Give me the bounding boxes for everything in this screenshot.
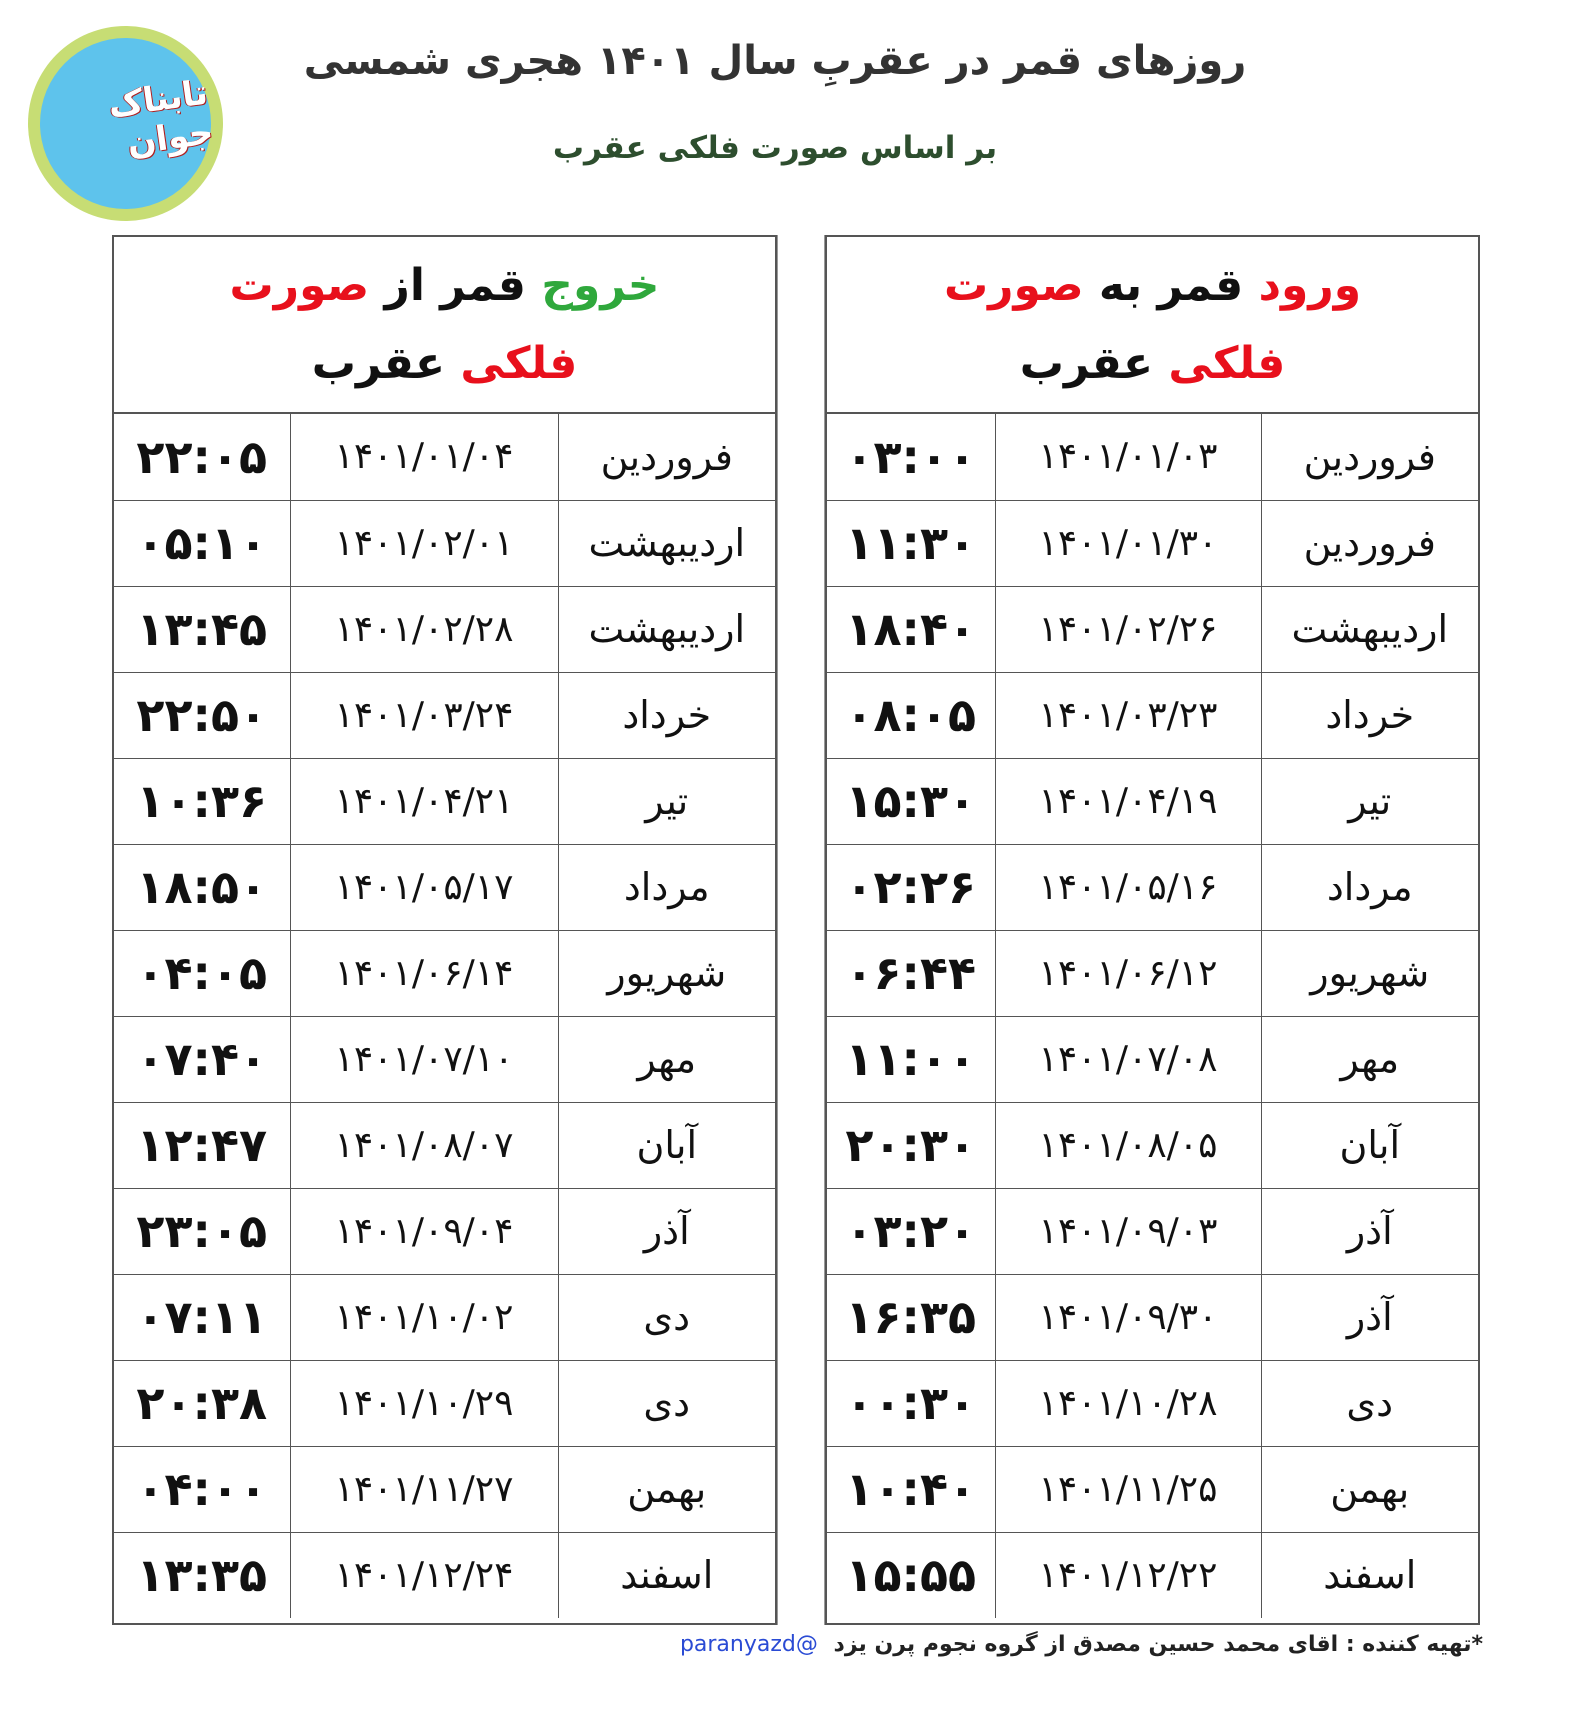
time-cell: ۰۰:۳۰	[827, 1360, 995, 1446]
date-cell: ۱۴۰۱/۱۱/۲۵	[995, 1446, 1261, 1532]
date-cell: ۱۴۰۱/۰۹/۰۴	[290, 1188, 558, 1274]
month-cell: اسفند	[558, 1532, 775, 1618]
table-row	[827, 1102, 1478, 1188]
time-cell: ۱۵:۳۰	[827, 758, 995, 844]
time-cell: ۰۸:۰۵	[827, 672, 995, 758]
month-cell: خرداد	[558, 672, 775, 758]
table-row	[114, 758, 775, 844]
date-cell: ۱۴۰۱/۰۴/۲۱	[290, 758, 558, 844]
logo	[28, 26, 223, 221]
date-cell: ۱۴۰۱/۱۲/۲۲	[995, 1532, 1261, 1618]
month-cell: شهریور	[1261, 930, 1478, 1016]
table-row	[827, 586, 1478, 672]
month-cell: مهر	[558, 1016, 775, 1102]
date-cell: ۱۴۰۱/۰۵/۱۷	[290, 844, 558, 930]
date-cell: ۱۴۰۱/۰۶/۱۴	[290, 930, 558, 1016]
table-row	[114, 1360, 775, 1446]
month-cell: دی	[1261, 1360, 1478, 1446]
table-row	[827, 500, 1478, 586]
time-cell: ۱۶:۳۵	[827, 1274, 995, 1360]
time-cell: ۰۶:۴۴	[827, 930, 995, 1016]
time-cell: ۰۷:۱۱	[114, 1274, 290, 1360]
date-cell: ۱۴۰۱/۰۶/۱۲	[995, 930, 1261, 1016]
month-cell: مهر	[1261, 1016, 1478, 1102]
date-cell: ۱۴۰۱/۰۱/۰۴	[290, 414, 558, 500]
month-cell: بهمن	[558, 1446, 775, 1532]
entry-table-header	[827, 237, 1478, 414]
date-cell: ۱۴۰۱/۰۸/۰۵	[995, 1102, 1261, 1188]
time-cell: ۱۳:۳۵	[114, 1532, 290, 1618]
date-cell: ۱۴۰۱/۰۳/۲۳	[995, 672, 1261, 758]
date-cell: ۱۴۰۱/۰۹/۰۳	[995, 1188, 1261, 1274]
entry-header-line-2	[827, 334, 1478, 394]
month-cell: اردیبهشت	[558, 500, 775, 586]
table-row	[114, 844, 775, 930]
entry-header-word-moon-to: قمر به	[1098, 259, 1244, 311]
date-cell: ۱۴۰۱/۰۷/۰۸	[995, 1016, 1261, 1102]
footer-handle: @paranyazd	[679, 1632, 818, 1657]
date-cell: ۱۴۰۱/۱۰/۲۹	[290, 1360, 558, 1446]
footer-text: *تهیه کننده : اقای محمد حسین مصدق از گروه نجوم پرن یزد	[833, 1632, 1483, 1657]
time-cell: ۲۳:۰۵	[114, 1188, 290, 1274]
month-cell: آذر	[1261, 1188, 1478, 1274]
table-row	[114, 1446, 775, 1532]
table-row	[114, 414, 775, 500]
month-cell: دی	[558, 1360, 775, 1446]
time-cell: ۱۱:۳۰	[827, 500, 995, 586]
date-cell: ۱۴۰۱/۰۴/۱۹	[995, 758, 1261, 844]
table-row	[827, 1532, 1478, 1618]
table-row	[827, 672, 1478, 758]
date-cell: ۱۴۰۱/۱۰/۲۸	[995, 1360, 1261, 1446]
table-row	[114, 1274, 775, 1360]
month-cell: اردیبهشت	[1261, 586, 1478, 672]
time-cell: ۱۰:۳۶	[114, 758, 290, 844]
month-cell: دی	[558, 1274, 775, 1360]
page-title: روزهای قمر در عقربِ سال ۱۴۰۱ هجری شمسی	[303, 38, 1247, 84]
time-cell: ۱۰:۴۰	[827, 1446, 995, 1532]
month-cell: آبان	[558, 1102, 775, 1188]
logo-badge	[40, 38, 216, 209]
month-cell: خرداد	[1261, 672, 1478, 758]
time-cell: ۲۲:۵۰	[114, 672, 290, 758]
entry-table	[827, 414, 1478, 1618]
month-cell: آبان	[1261, 1102, 1478, 1188]
month-cell: مرداد	[558, 844, 775, 930]
month-cell: شهریور	[558, 930, 775, 1016]
exit-header-word-scorpio: عقرب	[311, 337, 446, 389]
entry-header-word-entry: ورود	[1258, 259, 1362, 311]
time-cell: ۱۳:۴۵	[114, 586, 290, 672]
time-cell: ۱۲:۴۷	[114, 1102, 290, 1188]
table-row	[114, 1188, 775, 1274]
month-cell: اردیبهشت	[558, 586, 775, 672]
time-cell: ۱۸:۴۰	[827, 586, 995, 672]
time-cell: ۱۵:۵۵	[827, 1532, 995, 1618]
month-cell: فروردین	[1261, 414, 1478, 500]
exit-table-panel	[112, 235, 777, 1625]
time-cell: ۱۱:۰۰	[827, 1016, 995, 1102]
entry-header-word-scorpio: عقرب	[1019, 337, 1154, 389]
exit-header-word-constellation: صورت	[229, 259, 370, 311]
table-row	[827, 1188, 1478, 1274]
exit-table	[114, 414, 775, 1618]
table-row	[114, 1102, 775, 1188]
logo-text: تابناک جوان	[105, 71, 216, 164]
time-cell: ۰۴:۰۰	[114, 1446, 290, 1532]
date-cell: ۱۴۰۱/۰۳/۲۴	[290, 672, 558, 758]
exit-header-word-celestial: فلکی	[460, 337, 578, 389]
month-cell: فروردین	[558, 414, 775, 500]
entry-header-line-1	[827, 256, 1478, 316]
date-cell: ۱۴۰۱/۱۰/۰۲	[290, 1274, 558, 1360]
date-cell: ۱۴۰۱/۰۹/۳۰	[995, 1274, 1261, 1360]
time-cell: ۲۲:۰۵	[114, 414, 290, 500]
time-cell: ۰۴:۰۵	[114, 930, 290, 1016]
exit-table-header	[114, 237, 775, 414]
time-cell: ۱۸:۵۰	[114, 844, 290, 930]
table-row	[827, 758, 1478, 844]
date-cell: ۱۴۰۱/۰۱/۰۳	[995, 414, 1261, 500]
table-row	[114, 1532, 775, 1618]
month-cell: مرداد	[1261, 844, 1478, 930]
time-cell: ۰۵:۱۰	[114, 500, 290, 586]
time-cell: ۲۰:۳۸	[114, 1360, 290, 1446]
time-cell: ۲۰:۳۰	[827, 1102, 995, 1188]
table-row	[827, 1446, 1478, 1532]
entry-header-word-constellation: صورت	[943, 259, 1084, 311]
date-cell: ۱۴۰۱/۰۷/۱۰	[290, 1016, 558, 1102]
table-row	[827, 1274, 1478, 1360]
date-cell: ۱۴۰۱/۰۲/۲۶	[995, 586, 1261, 672]
month-cell: اسفند	[1261, 1532, 1478, 1618]
time-cell: ۰۷:۴۰	[114, 1016, 290, 1102]
time-cell: ۰۲:۲۶	[827, 844, 995, 930]
month-cell: آذر	[1261, 1274, 1478, 1360]
date-cell: ۱۴۰۱/۰۲/۰۱	[290, 500, 558, 586]
exit-header-line-1	[114, 256, 775, 316]
date-cell: ۱۴۰۱/۰۱/۳۰	[995, 500, 1261, 586]
table-row	[114, 586, 775, 672]
table-row	[114, 500, 775, 586]
month-cell: بهمن	[1261, 1446, 1478, 1532]
exit-header-line-2	[114, 334, 775, 394]
exit-header-word-moon-from: قمر از	[384, 259, 526, 311]
entry-header-word-celestial: فلکی	[1168, 337, 1286, 389]
month-cell: تیر	[1261, 758, 1478, 844]
table-row	[827, 414, 1478, 500]
month-cell: تیر	[558, 758, 775, 844]
time-cell: ۰۳:۲۰	[827, 1188, 995, 1274]
date-cell: ۱۴۰۱/۱۱/۲۷	[290, 1446, 558, 1532]
date-cell: ۱۴۰۱/۰۸/۰۷	[290, 1102, 558, 1188]
table-row	[827, 844, 1478, 930]
exit-header-word-exit: خروج	[541, 259, 660, 311]
table-row	[114, 1016, 775, 1102]
table-row	[114, 930, 775, 1016]
date-cell: ۱۴۰۱/۰۵/۱۶	[995, 844, 1261, 930]
table-row	[827, 930, 1478, 1016]
entry-table-panel	[825, 235, 1480, 1625]
date-cell: ۱۴۰۱/۰۲/۲۸	[290, 586, 558, 672]
month-cell: آذر	[558, 1188, 775, 1274]
time-cell: ۰۳:۰۰	[827, 414, 995, 500]
page-subtitle: بر اساس صورت فلکی عقرب	[552, 130, 998, 166]
date-cell: ۱۴۰۱/۱۲/۲۴	[290, 1532, 558, 1618]
footer-credit	[680, 1632, 1483, 1657]
table-row	[827, 1360, 1478, 1446]
table-row	[114, 672, 775, 758]
month-cell: فروردین	[1261, 500, 1478, 586]
table-row	[827, 1016, 1478, 1102]
panel-divider	[777, 235, 825, 1625]
